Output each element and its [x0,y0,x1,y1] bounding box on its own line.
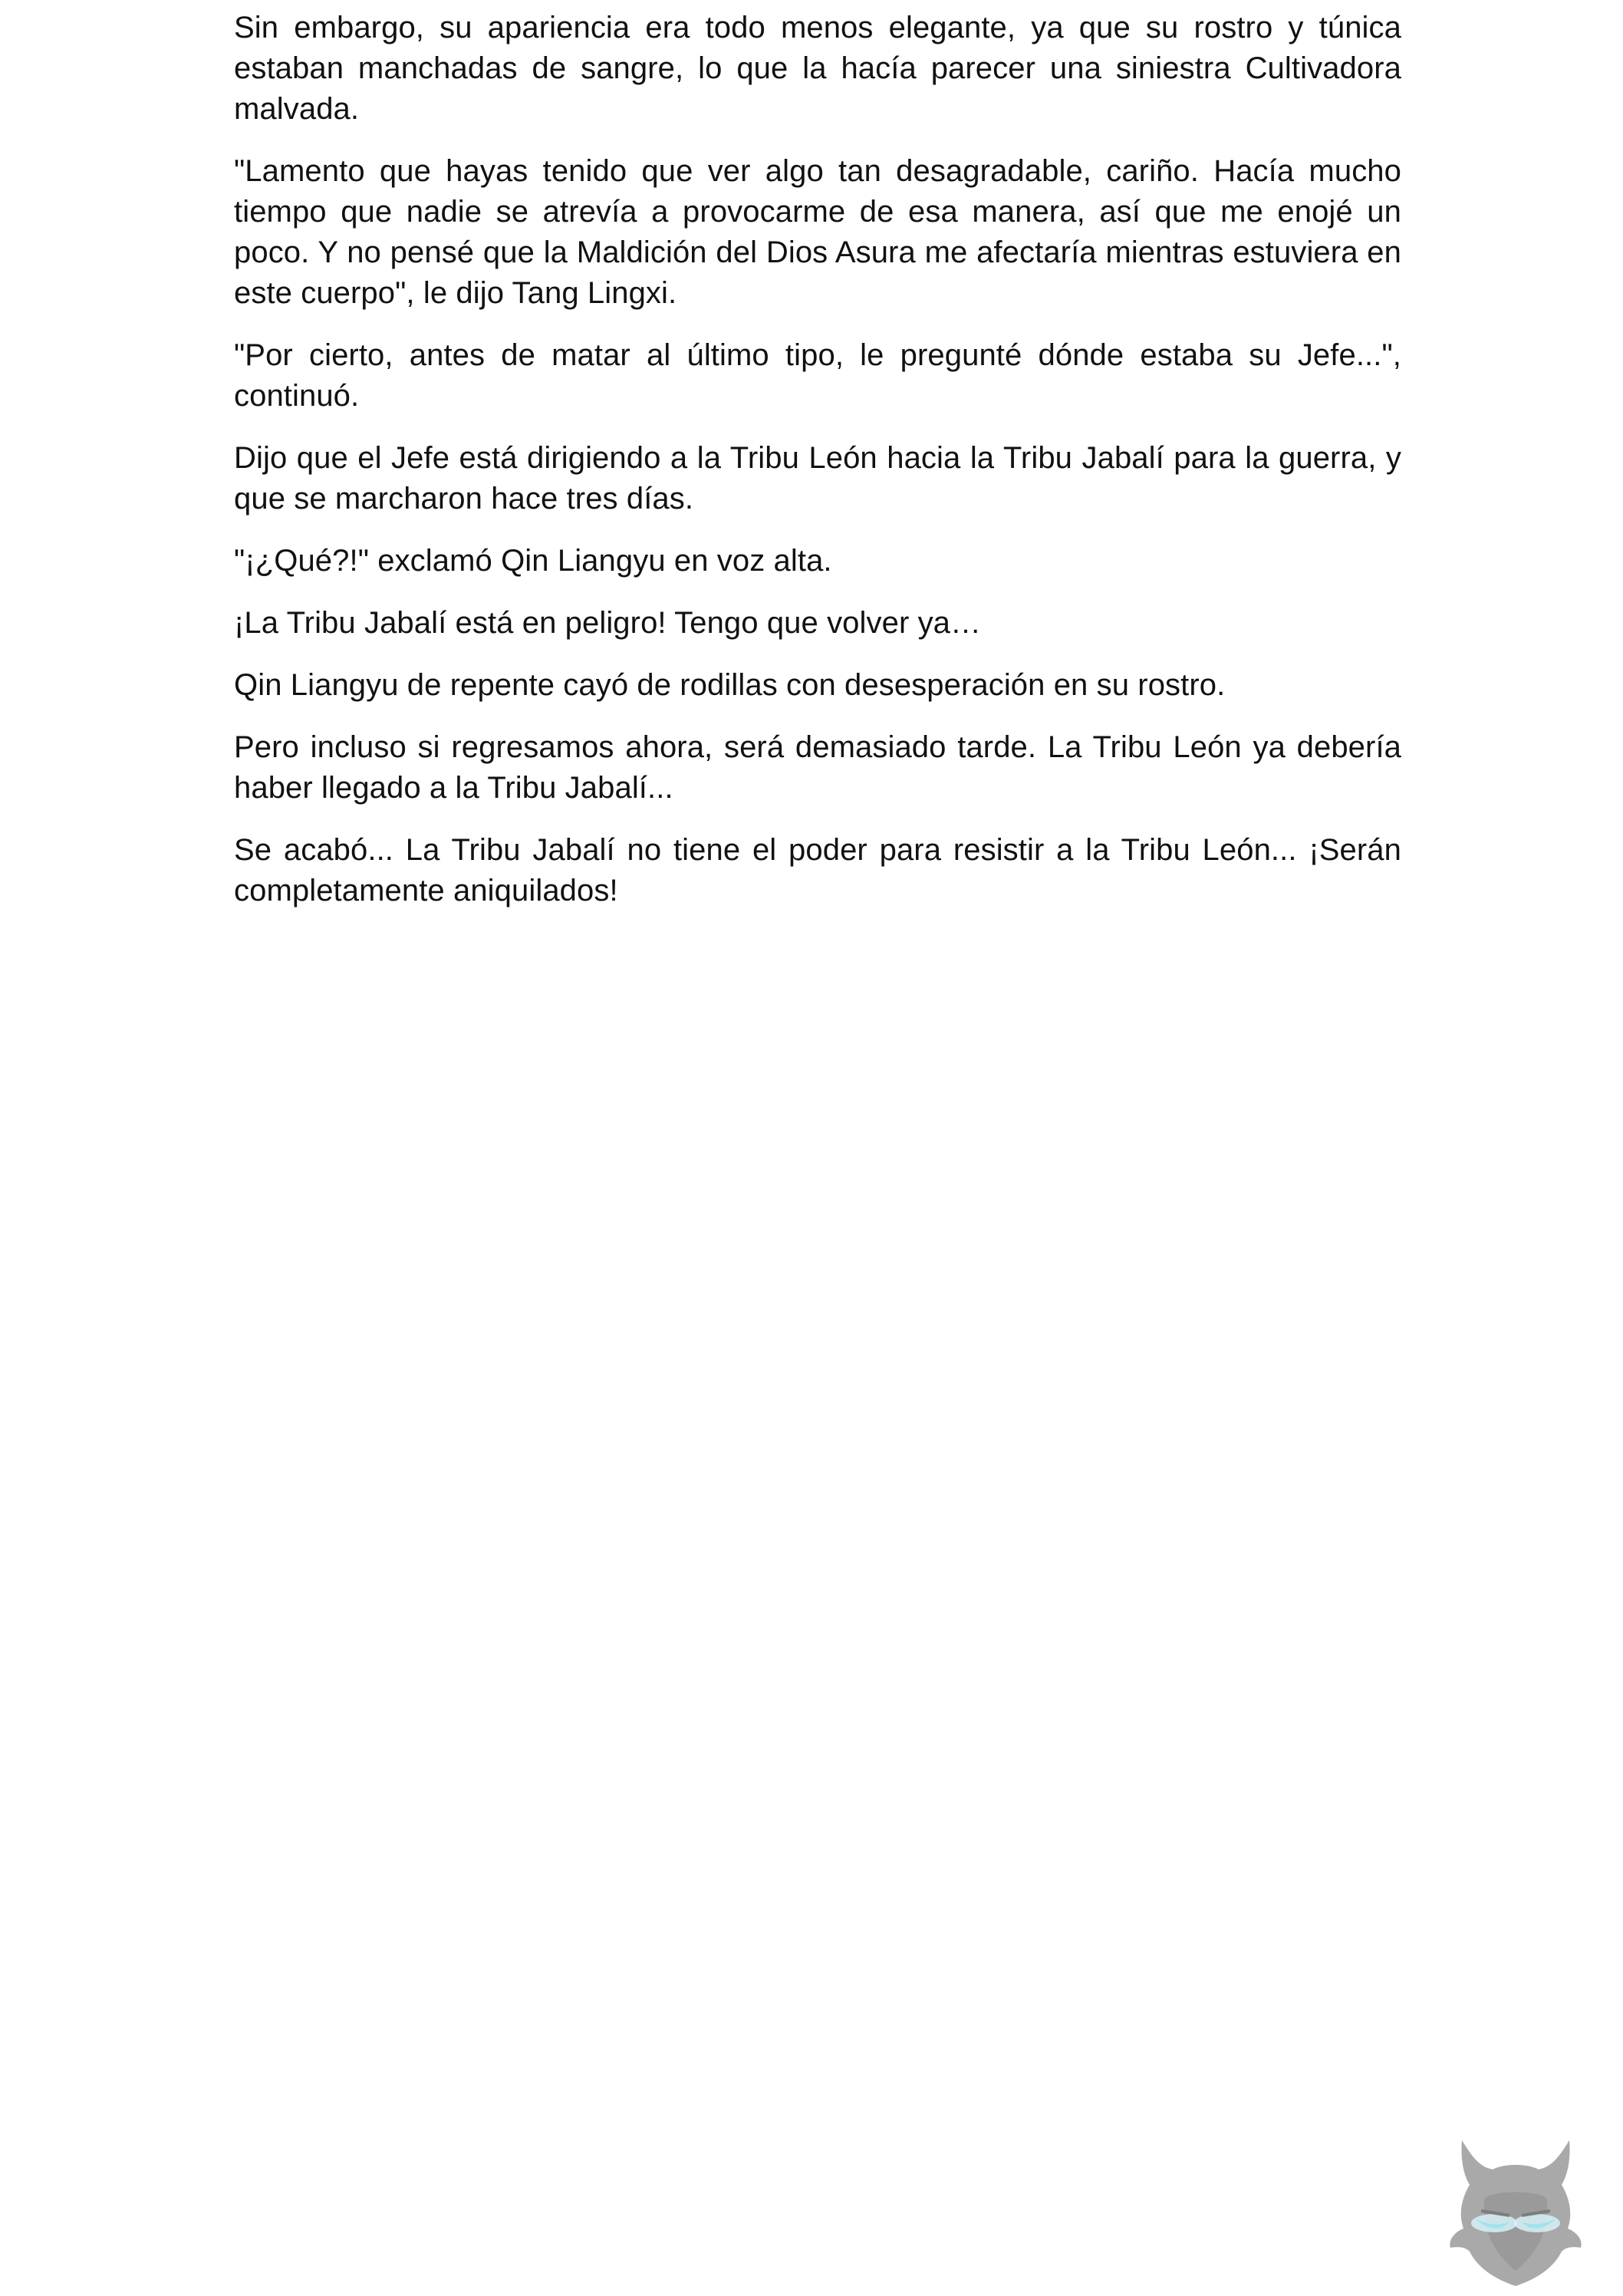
paragraph-5: "¡¿Qué?!" exclamó Qin Liangyu en voz alta. [234,544,832,578]
demon-head-logo-icon [1439,2125,1592,2290]
demon-eye-left-glow [1471,2214,1517,2232]
paragraph-1: Sin embargo, su apariencia era todo menos elegante, ya que su rostro y túnica estaban manchadas de sangre, lo que la hacía parecer una siniestra Cultivadora malvada. [234,11,1401,126]
paragraph-9: Se acabó... La Tribu Jabalí no tiene el poder para resistir a la Tribu León... ¡Serán completamente aniquilados! [234,833,1401,908]
demon-eye-right-glow [1514,2214,1560,2232]
paragraph-7: Qin Liangyu de repente cayó de rodillas con desesperación en su rostro. [234,668,1226,702]
paragraph-6: ¡La Tribu Jabalí está en peligro! Tengo que volver ya… [234,606,982,640]
text-body [234,8,1401,933]
paragraph-3: "Por cierto, antes de matar al último tipo, le pregunté dónde estaba su Jefe...", continuó. [234,338,1401,413]
demon-head-logo-svg [1439,2125,1592,2290]
paragraph-4: Dijo que el Jefe está dirigiendo a la Tribu León hacia la Tribu Jabalí para la guerra, y que se marcharon hace tres días. [234,441,1401,516]
paragraph-2: "Lamento que hayas tenido que ver algo tan desagradable, cariño. Hacía mucho tiempo que nadie se atrevía a provocarme de esa manera, así que me enojé un poco. Y no pensé que la Maldición del Dios Asura me afectaría mientras estuviera en este cuerpo", le dijo Tang Lingxi. [234,154,1401,310]
paragraph-8: Pero incluso si regresamos ahora, será demasiado tarde. La Tribu León ya debería haber llegado a la Tribu Jabalí... [234,730,1401,805]
